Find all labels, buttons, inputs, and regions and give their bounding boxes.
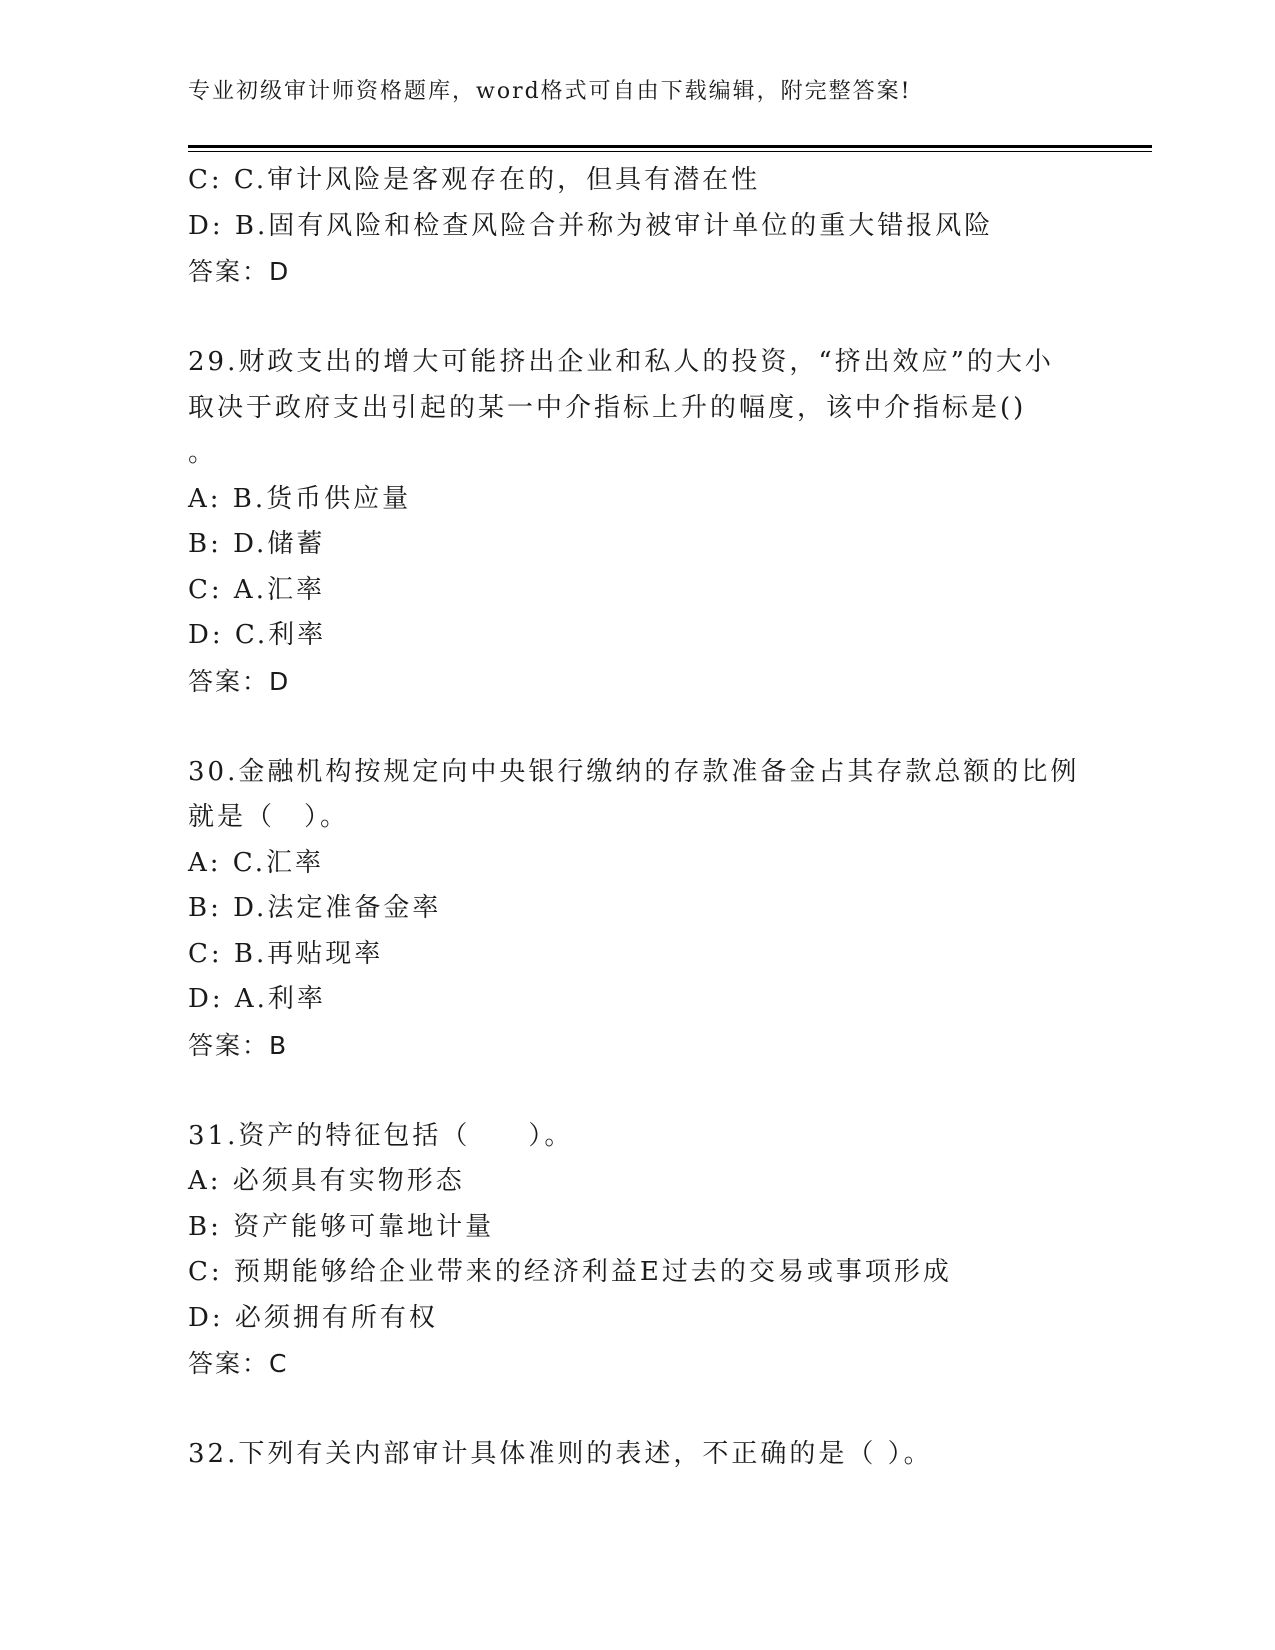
- option-line: C: A.汇率: [188, 574, 325, 605]
- question-31: [188, 1114, 1088, 1387]
- option-line: D: B.固有风险和检查风险合并称为被审计单位的重大错报风险: [188, 210, 994, 241]
- question-text: 29.财政支出的增大可能挤出企业和私人的投资，“挤出效应”的大小: [188, 347, 1054, 377]
- answer-line: 答案：D: [188, 257, 291, 286]
- question-list: [188, 158, 1088, 1478]
- header-rule-thick: [188, 145, 1152, 148]
- option-line: C: B.再贴现率: [188, 938, 384, 969]
- option-line: A: C.汇率: [188, 847, 325, 878]
- option-line: A: 必须具有实物形态: [188, 1166, 465, 1196]
- question-text: 30.金融机构按规定向中央银行缴纳的存款准备金占其存款总额的比例: [188, 756, 1080, 787]
- header-rule-thin: [188, 151, 1152, 152]
- option-line: D: A.利率: [188, 984, 326, 1014]
- option-line: B: D.储蓄: [188, 529, 326, 559]
- question-text: 取决于政府支出引起的某一中介指标上升的幅度，该中介指标是(): [188, 392, 1027, 423]
- answer-line: 答案：D: [188, 666, 291, 696]
- question-text: 就是（ ）。: [188, 802, 350, 832]
- page-header: 专业初级审计师资格题库，word格式可自由下载编辑，附完整答案!: [188, 79, 912, 104]
- option-line: B: D.法定准备金率: [188, 893, 442, 923]
- answer-line: 答案：C: [188, 1349, 289, 1378]
- question-text: 31.资产的特征包括（ ）。: [188, 1120, 574, 1151]
- question-32: [188, 1432, 1088, 1478]
- option-line: B: 资产能够可靠地计量: [188, 1211, 495, 1242]
- answer-line: 答案：B: [188, 1030, 289, 1060]
- question-30: [188, 750, 1088, 1069]
- option-line: C: 预期能够给企业带来的经济利益E过去的交易或事项形成: [188, 1257, 952, 1287]
- option-line: A: B.货币供应量: [188, 483, 412, 514]
- question-29: [188, 340, 1088, 704]
- option-line: C: C.审计风险是客观存在的，但具有潜在性: [188, 165, 761, 195]
- option-line: D: C.利率: [188, 620, 327, 650]
- question-text: 。: [188, 438, 218, 468]
- option-line: D: 必须拥有所有权: [188, 1302, 438, 1333]
- prev-question: [188, 158, 1088, 295]
- question-text: 32.下列有关内部审计具体准则的表述，不正确的是（ ）。: [188, 1439, 933, 1469]
